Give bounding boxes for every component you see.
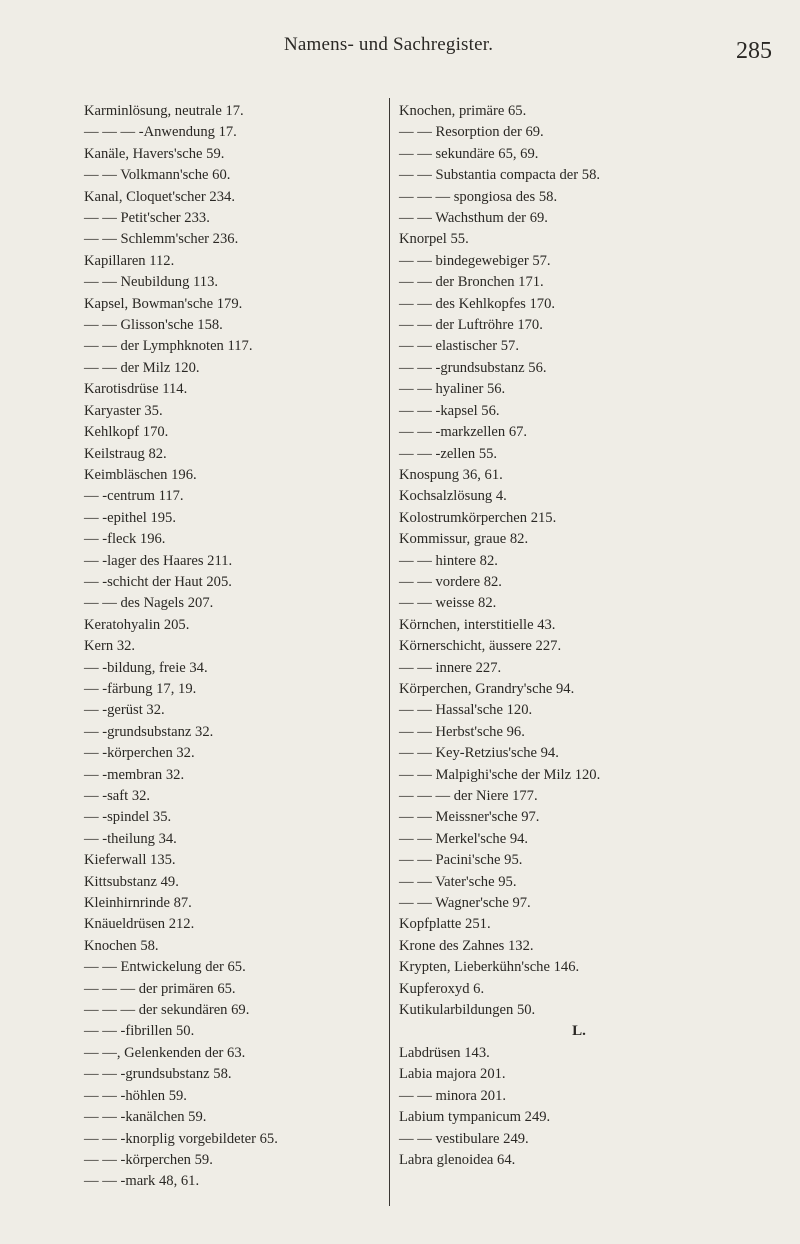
- index-entry: — — Merkel'sche 94.: [399, 830, 529, 847]
- index-entry: — — Petit'scher 233.: [84, 210, 210, 227]
- index-entry: — — hintere 82.: [399, 552, 498, 569]
- index-entry: Krone des Zahnes 132.: [399, 937, 534, 954]
- index-entry: — — -fibrillen 50.: [84, 1023, 195, 1040]
- index-column-right: [399, 101, 789, 1171]
- index-section-l: [399, 1043, 789, 1171]
- index-entry: Karotisdrüse 114.: [84, 381, 188, 398]
- index-entry: — — -zellen 55.: [399, 445, 498, 462]
- index-entry: — — der Milz 120.: [84, 359, 200, 376]
- index-entry: — — Meissner'sche 97.: [399, 809, 540, 826]
- index-entry: Körperchen, Grandry'sche 94.: [399, 680, 575, 697]
- index-entry: Kieferwall 135.: [84, 852, 176, 869]
- index-entry: — — -knorplig vorgebildeter 65.: [84, 1130, 278, 1147]
- index-entry: Karminlösung, neutrale 17.: [84, 103, 244, 119]
- index-entry: Kittsubstanz 49.: [84, 873, 179, 890]
- index-entry: Kolostrumkörperchen 215.: [399, 509, 557, 526]
- index-column-left: [84, 101, 384, 1193]
- index-entry: — -schicht der Haut 205.: [84, 573, 232, 590]
- index-entry: Kanäle, Havers'sche 59.: [84, 145, 225, 162]
- index-entry: — — — -Anwendung 17.: [84, 124, 237, 141]
- index-entry: — — der Luftröhre 170.: [399, 317, 543, 334]
- index-entry: — -bildung, freie 34.: [84, 659, 208, 676]
- index-entry: Kanal, Cloquet'scher 234.: [84, 188, 235, 205]
- index-entry: — — minora 201.: [399, 1087, 507, 1104]
- index-entry: — — — der Niere 177.: [399, 788, 538, 804]
- index-entry: — — sekundäre 65, 69.: [399, 145, 539, 162]
- index-entry: — -körperchen 32.: [84, 745, 195, 762]
- index-entry: — -fleck 196.: [84, 531, 166, 548]
- page-number: 285: [736, 38, 772, 64]
- index-entry: — — Wachsthum der 69.: [399, 210, 548, 227]
- page-header: [0, 34, 800, 64]
- index-entry: Kehlkopf 170.: [84, 424, 169, 441]
- index-entry: — — Substantia compacta der 58.: [399, 167, 601, 184]
- index-entry: — — des Nagels 207.: [84, 595, 214, 612]
- index-entry: — —, Gelenkenden der 63.: [84, 1044, 246, 1061]
- index-entry: Kleinhirnrinde 87.: [84, 895, 192, 912]
- index-entry: — — Glisson'sche 158.: [84, 317, 223, 334]
- index-entry: — -grundsubstanz 32.: [84, 723, 214, 740]
- index-entry: — -epithel 195.: [84, 509, 177, 526]
- index-entry: — — Pacini'sche 95.: [399, 852, 523, 869]
- index-entry: Labia majora 201.: [399, 1066, 506, 1083]
- index-entry: Krypten, Lieberkühn'sche 146.: [399, 959, 580, 976]
- index-entry: — — Vater'sche 95.: [399, 873, 517, 890]
- index-entry: Kommissur, graue 82.: [399, 531, 529, 548]
- index-entry: — -färbung 17, 19.: [84, 680, 197, 697]
- index-entry: — — Neubildung 113.: [84, 274, 219, 291]
- index-entry: — — vestibulare 249.: [399, 1130, 529, 1147]
- index-entry: — — elastischer 57.: [399, 338, 519, 355]
- index-entry: Kapsel, Bowman'sche 179.: [84, 295, 243, 312]
- index-entry: Knäueldrüsen 212.: [84, 916, 195, 933]
- index-entry: Labdrüsen 143.: [399, 1044, 490, 1061]
- index-entry: Keratohyalin 205.: [84, 616, 190, 633]
- index-entry: — — weisse 82.: [399, 595, 497, 612]
- index-entry: — -lager des Haares 211.: [84, 552, 233, 569]
- index-entry: — — -grundsubstanz 56.: [399, 359, 547, 376]
- index-entry: — — — der sekundären 69.: [84, 1002, 250, 1019]
- index-entry: — -membran 32.: [84, 766, 185, 783]
- index-entry: — -theilung 34.: [84, 830, 177, 847]
- index-entry: Labra glenoidea 64.: [399, 1151, 516, 1168]
- index-entry: Kopfplatte 251.: [399, 916, 491, 933]
- index-entry: Karyaster 35.: [84, 402, 163, 419]
- index-entry: — — hyaliner 56.: [399, 381, 506, 398]
- index-entry: Knorpel 55.: [399, 231, 469, 248]
- index-entry: Labium tympanicum 249.: [399, 1109, 551, 1126]
- index-entry: Körnchen, interstitielle 43.: [399, 616, 556, 633]
- index-entry: — — Key-Retzius'sche 94.: [399, 745, 559, 762]
- index-entry: — — -markzellen 67.: [399, 424, 528, 441]
- index-entry: — — — spongiosa des 58.: [399, 188, 558, 205]
- index-entry: — — -grundsubstanz 58.: [84, 1066, 232, 1083]
- index-entry: — -centrum 117.: [84, 488, 184, 505]
- index-entry: — — -höhlen 59.: [84, 1087, 187, 1104]
- index-entry: — — Entwickelung der 65.: [84, 959, 246, 976]
- index-entry: — -gerüst 32.: [84, 702, 165, 719]
- index-entry: Kupferoxyd 6.: [399, 980, 485, 997]
- index-entry: — — bindegewebiger 57.: [399, 252, 551, 269]
- index-entry: — — Resorption der 69.: [399, 124, 544, 141]
- index-entry: — -spindel 35.: [84, 809, 172, 826]
- index-entry: — — -kapsel 56.: [399, 402, 500, 419]
- index-entry: — — -mark 48, 61.: [84, 1173, 200, 1190]
- index-entry: Kutikularbildungen 50.: [399, 1002, 536, 1019]
- index-entry: — — Hassal'sche 120.: [399, 702, 533, 719]
- index-entry: — — der Lymphknoten 117.: [84, 338, 253, 355]
- index-entry: Knochen 58.: [84, 937, 159, 954]
- index-entry: Kern 32.: [84, 638, 136, 655]
- index-entry: Keimbläschen 196.: [84, 466, 197, 483]
- index-entry: Knospung 36, 61.: [399, 466, 503, 483]
- index-entry: — — Volkmann'sche 60.: [84, 167, 231, 184]
- index-entry: Keilstraug 82.: [84, 445, 167, 462]
- index-entry: Kochsalzlösung 4.: [399, 488, 507, 505]
- column-divider: [389, 98, 390, 1206]
- index-section-k: [399, 101, 789, 1021]
- index-entry: Knochen, primäre 65.: [399, 103, 527, 119]
- index-entry: Körnerschicht, äussere 227.: [399, 638, 562, 655]
- index-entry: — — der Bronchen 171.: [399, 274, 544, 291]
- index-entry: — — -kanälchen 59.: [84, 1109, 207, 1126]
- index-entry: — — Malpighi'sche der Milz 120.: [399, 766, 601, 783]
- section-letter-heading: L.: [572, 1023, 586, 1040]
- index-entry: — — -körperchen 59.: [84, 1151, 213, 1168]
- index-entry: — — — der primären 65.: [84, 980, 236, 997]
- index-entry: — — vordere 82.: [399, 573, 502, 590]
- index-entry: — — des Kehlkopfes 170.: [399, 295, 556, 312]
- index-entry: Kapillaren 112.: [84, 252, 175, 269]
- index-entry: — — Schlemm'scher 236.: [84, 231, 239, 248]
- index-entry: — -saft 32.: [84, 788, 151, 804]
- index-entry: — — Wagner'sche 97.: [399, 895, 531, 912]
- index-entry: — — Herbst'sche 96.: [399, 723, 525, 740]
- index-entry: — — innere 227.: [399, 659, 502, 676]
- page-title: Namens- und Sachregister.: [284, 34, 494, 55]
